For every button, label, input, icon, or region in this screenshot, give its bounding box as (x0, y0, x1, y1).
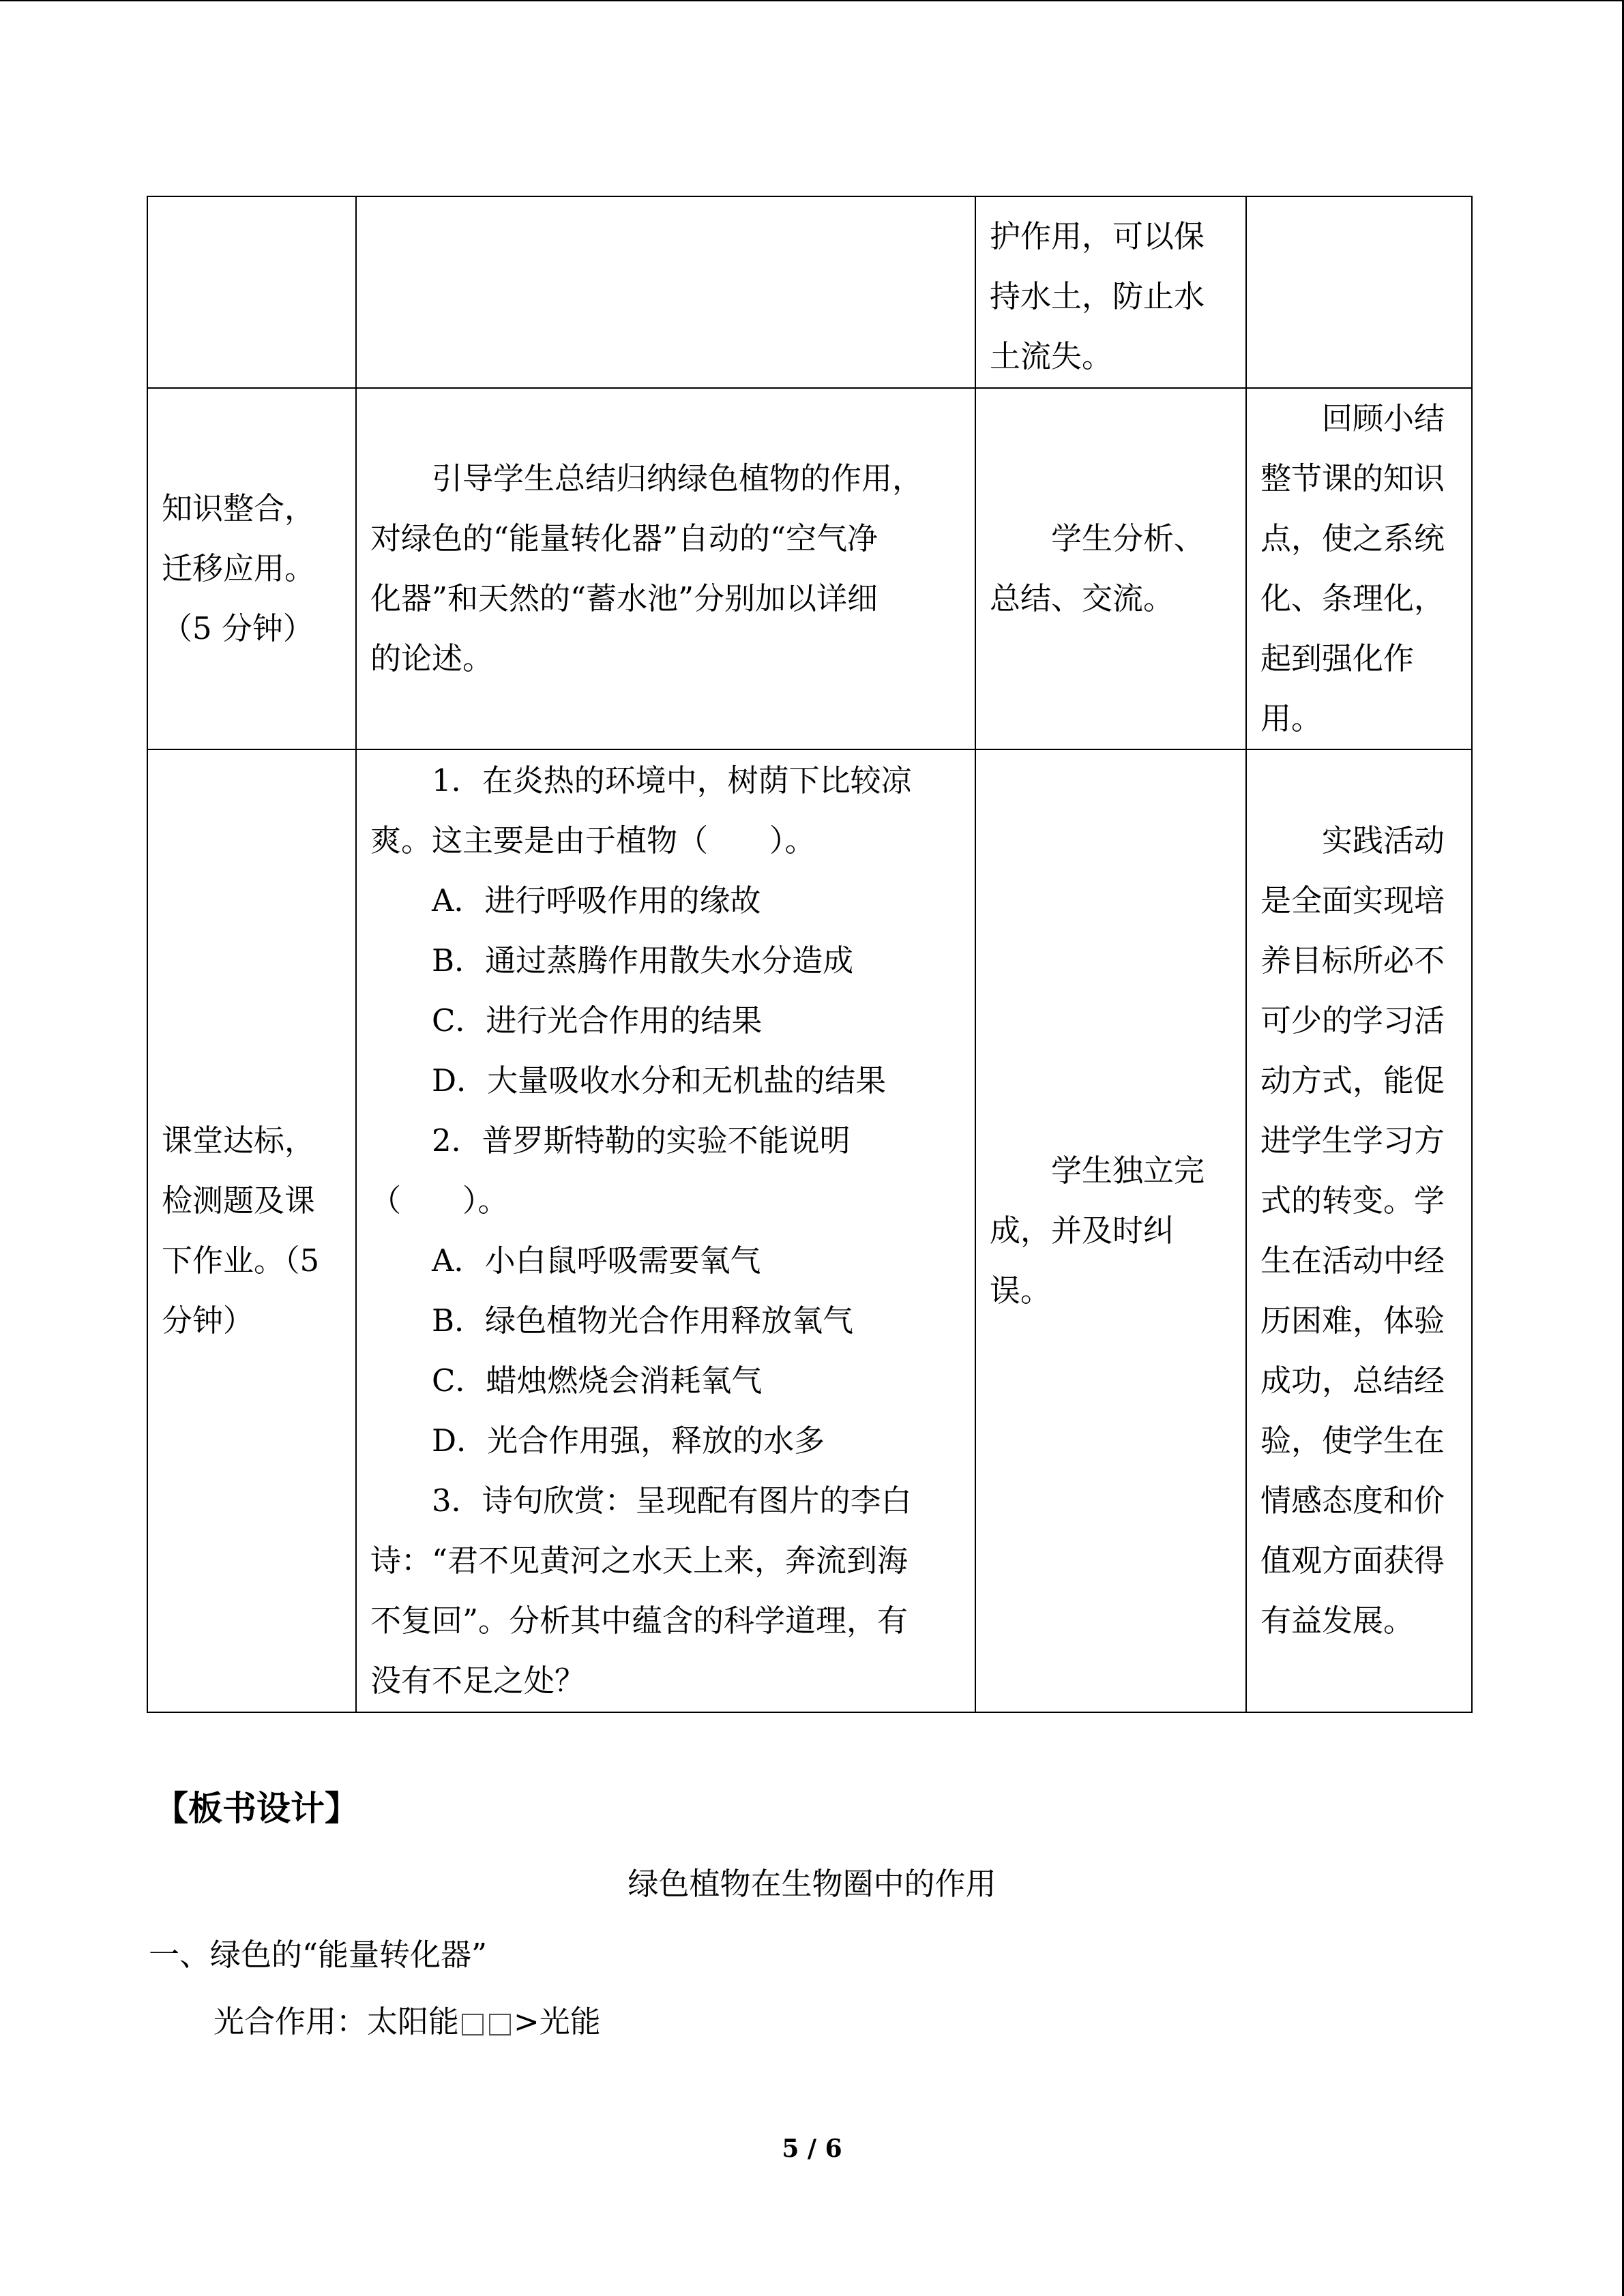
cell-line: 有益发展。 (1260, 1602, 1415, 1639)
cell-line: 情感态度和价 (1260, 1482, 1445, 1519)
exercise-line: 不复回”。分析其中蕴含的科学道理，有 (370, 1602, 909, 1639)
cell-line: 化、条理化， (1260, 580, 1445, 616)
lesson-table (147, 196, 1473, 1713)
board-design-heading: 【板书设计】 (154, 1789, 359, 1828)
row-a-intent (1246, 196, 1472, 388)
placeholder-box-icon (462, 2014, 484, 2036)
cell-line: 回顾小结 (1322, 400, 1445, 436)
cell-line: 对绿色的“能量转化器”自动的“空气净 (370, 520, 879, 556)
cell-line: 生在活动中经 (1260, 1242, 1445, 1279)
cell-line: 学生分析、 (1051, 520, 1205, 556)
exercise-line: D．大量吸收水分和无机盐的结果 (432, 1062, 887, 1099)
cell-line: 持水土，防止水 (990, 278, 1205, 314)
exercise-line: B．绿色植物光合作用释放氧气 (432, 1302, 854, 1339)
placeholder-box-icon (489, 2014, 511, 2036)
cell-line: 用。 (1260, 700, 1323, 736)
board-line-2-prefix: 光合作用：太阳能 (213, 2003, 460, 2040)
board-line-2-suffix: >光能 (514, 2003, 601, 2040)
cell-line: 知识整合， (162, 490, 316, 526)
board-line-2 (213, 1997, 601, 2041)
cell-line: （5 分钟） (162, 610, 314, 646)
cell-line: 养目标所必不 (1260, 942, 1445, 979)
cell-line: 分钟） (162, 1302, 254, 1339)
cell-line: 引导学生总结归纳绿色植物的作用， (432, 460, 924, 496)
cell-line: 式的转变。学 (1260, 1182, 1445, 1219)
cell-line: 检测题及课 (162, 1182, 316, 1219)
cell-line: 成功，总结经 (1260, 1362, 1445, 1399)
page-number: 5 / 6 (782, 2134, 842, 2163)
cell-line: 迁移应用。 (162, 550, 316, 586)
table-row (147, 749, 1472, 1712)
cell-line: 课堂达标， (162, 1122, 316, 1159)
exercise-line: （ ）。 (370, 1182, 509, 1219)
row-b-intent (1246, 388, 1472, 749)
board-line-1: 一、绿色的“能量转化器” (149, 1937, 488, 1973)
exercise-line: 3．诗句欣赏：呈现配有图片的李白 (432, 1482, 912, 1519)
exercise-line: 2．普罗斯特勒的实验不能说明 (432, 1122, 851, 1159)
cell-line: 是全面实现培 (1260, 882, 1445, 919)
cell-line: 验，使学生在 (1260, 1422, 1445, 1459)
cell-line: 历困难，体验 (1260, 1302, 1445, 1339)
cell-line: 化器”和天然的“蓄水池”分别加以详细 (370, 580, 879, 616)
row-b-teacher (356, 388, 975, 749)
exercise-line: 诗：“君不见黄河之水天上来，奔流到海 (370, 1542, 909, 1579)
cell-line: 可少的学习活 (1260, 1002, 1445, 1039)
cell-line: 误。 (990, 1272, 1052, 1309)
exercise-line: 爽。这主要是由于植物（ ）。 (370, 822, 816, 859)
cell-line: 成，并及时纠 (990, 1212, 1175, 1249)
exercise-line: C．蜡烛燃烧会消耗氧气 (432, 1362, 763, 1399)
exercise-line: B．通过蒸腾作用散失水分造成 (432, 942, 854, 979)
cell-line: 护作用，可以保 (990, 218, 1205, 254)
cell-line: 总结、交流。 (990, 580, 1175, 616)
board-title: 绿色植物在生物圈中的作用 (628, 1866, 996, 1902)
cell-line: 起到强化作 (1260, 640, 1415, 676)
row-a-stage (147, 196, 356, 388)
exercise-line: 没有不足之处？ (370, 1663, 586, 1699)
exercise-line: D．光合作用强，释放的水多 (432, 1422, 825, 1459)
cell-line: 实践活动 (1322, 822, 1445, 859)
exercise-line: A．小白鼠呼吸需要氧气 (432, 1242, 761, 1279)
row-a-teacher (356, 196, 975, 388)
row-c-student (975, 749, 1246, 1712)
row-c-intent (1246, 749, 1472, 1712)
cell-line: 点，使之系统 (1260, 520, 1445, 556)
cell-line: 下作业。（5 (162, 1242, 320, 1279)
table-row (147, 196, 1472, 388)
cell-line: 学生独立完 (1051, 1152, 1205, 1189)
row-a-student (975, 196, 1246, 388)
cell-line: 土流失。 (990, 338, 1113, 374)
table-row (147, 388, 1472, 749)
row-c-stage (147, 749, 356, 1712)
exercise-line: 1．在炎热的环境中，树荫下比较凉 (432, 762, 912, 799)
cell-line: 整节课的知识 (1260, 460, 1445, 496)
page-top-border (0, 0, 1624, 1)
cell-line: 值观方面获得 (1260, 1542, 1445, 1579)
row-c-exercises (356, 749, 975, 1712)
exercise-line: C．进行光合作用的结果 (432, 1002, 763, 1039)
row-b-student (975, 388, 1246, 749)
cell-line: 的论述。 (370, 640, 494, 676)
cell-line: 进学生学习方 (1260, 1122, 1445, 1159)
exercise-line: A．进行呼吸作用的缘故 (432, 882, 761, 919)
cell-line: 动方式，能促 (1260, 1062, 1445, 1099)
row-b-stage (147, 388, 356, 749)
